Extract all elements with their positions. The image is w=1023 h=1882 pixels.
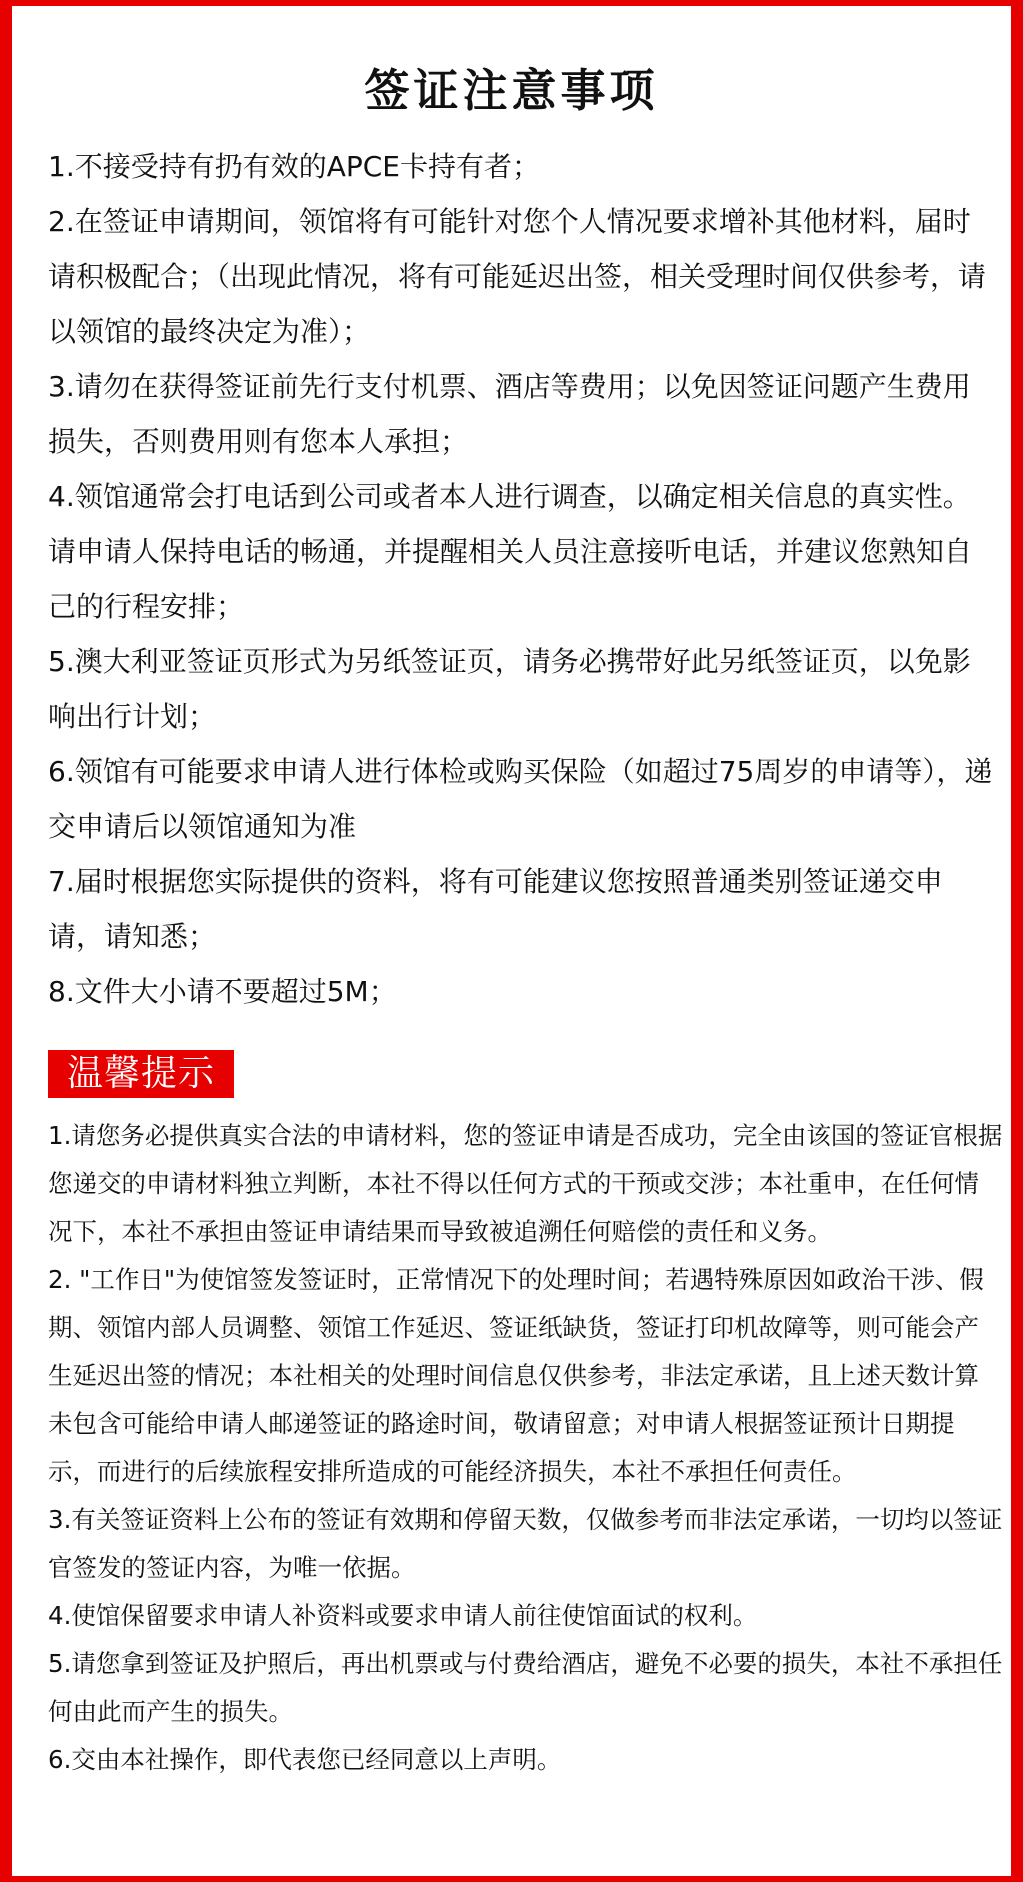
tip-item-2: 2. "工作日"为使馆签发签证时，正常情况下的处理时间；若遇特殊原因如政治干涉、假期、领馆内部人员调整、领馆工作延迟、签证纸缺货，签证打印机故障等，则可能会产生延迟出签的情况；本社相关的处理时间信息仅供参考，非法定承诺，且上述天数计算未包含可能给申请人邮递签证的路途时间，敬请留意；对申请人根据签证预计日期提示，而进行的后续旅程安排所造成的可能经济损失，本社不承担任何责任。: [48, 1265, 984, 1486]
notice-item-1: 1.不接受持有扔有效的APCE卡持有者；: [48, 150, 540, 183]
notice-item-8: 8.文件大小请不要超过5M；: [48, 975, 397, 1008]
notice-item-6: 6.领馆有可能要求申请人进行体检或购买保险（如超过75周岁的申请等），递交申请后以领馆通知为准: [48, 755, 993, 843]
tip-item-3: 3.有关签证资料上公布的签证有效期和停留天数，仅做参考而非法定承诺，一切均以签证官签发的签证内容，为唯一依据。: [48, 1505, 1003, 1582]
visa-notice-list: [48, 139, 998, 1019]
notice-item-5: 5.澳大利亚签证页形式为另纸签证页，请务必携带好此另纸签证页，以免影响出行计划；: [48, 645, 971, 733]
warm-tips-list: [48, 1112, 1003, 1784]
notice-item-4: 4.领馆通常会打电话到公司或者本人进行调查，以确定相关信息的真实性。请申请人保持电话的畅通，并提醒相关人员注意接听电话，并建议您熟知自己的行程安排；: [48, 480, 973, 623]
notice-item-2: 2.在签证申请期间，领馆将有可能针对您个人情况要求增补其他材料，届时请积极配合；（出现此情况，将有可能延迟出签，相关受理时间仅供参考，请以领馆的最终决定为准）；: [48, 205, 987, 348]
tip-item-5: 5.请您拿到签证及护照后，再出机票或与付费给酒店，避免不必要的损失，本社不承担任何由此而产生的损失。: [48, 1649, 1003, 1726]
tip-item-1: 1.请您务必提供真实合法的申请材料，您的签证申请是否成功，完全由该国的签证官根据您递交的申请材料独立判断，本社不得以任何方式的干预或交涉；本社重申，在任何情况下，本社不承担由签证申请结果而导致被追溯任何赔偿的责任和义务。: [48, 1121, 1003, 1246]
tip-item-6: 6.交由本社操作，即代表您已经同意以上声明。: [48, 1745, 562, 1774]
tip-item-4: 4.使馆保留要求申请人补资料或要求申请人前往使馆面试的权利。: [48, 1601, 758, 1630]
warm-tips-banner: 温馨提示: [48, 1050, 234, 1098]
page-title: 签证注意事项: [364, 64, 659, 117]
notice-item-3: 3.请勿在获得签证前先行支付机票、酒店等费用；以免因签证问题产生费用损失，否则费用则有您本人承担；: [48, 370, 971, 458]
notice-item-7: 7.届时根据您实际提供的资料，将有可能建议您按照普通类别签证递交申请，请知悉；: [48, 865, 943, 953]
